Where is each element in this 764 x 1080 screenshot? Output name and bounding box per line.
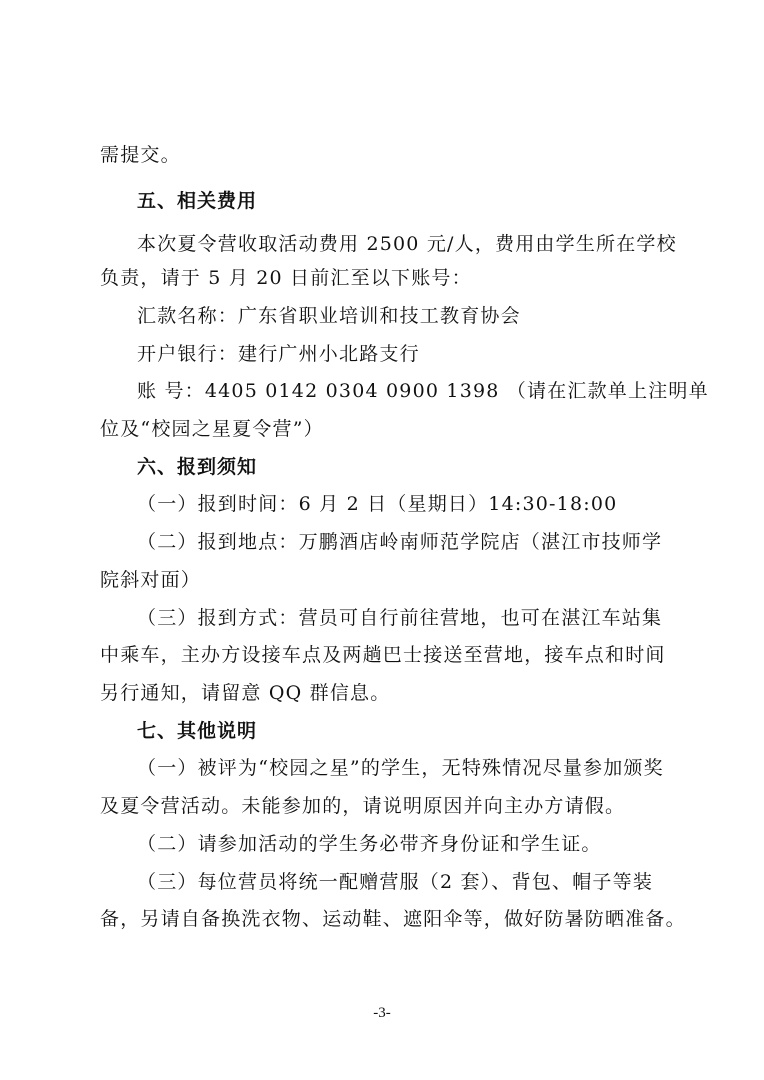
page-number: -3- <box>373 1005 391 1021</box>
section-heading-registration: 六、报到须知 <box>137 456 258 478</box>
text-line: （一）报到时间：6 月 2 日（星期日）14:30-18:00 <box>137 493 618 515</box>
text-line: 本次夏令营收取活动费用 2500 元/人，费用由学生所在学校 <box>137 233 677 255</box>
text-line: 及夏令营活动。未能参加的，请说明原因并向主办方请假。 <box>100 795 626 817</box>
text-line: （一）被评为“校园之星”的学生，无特殊情况尽量参加颁奖 <box>137 757 664 779</box>
text-line: （三）报到方式：营员可自行前往营地，也可在湛江车站集 <box>137 607 663 629</box>
section-heading-fees: 五、相关费用 <box>137 190 258 212</box>
text-line: 账 号：4405 0142 0304 0900 1398 （请在汇款单上注明单 <box>137 380 709 402</box>
section-heading-notes: 七、其他说明 <box>137 720 258 742</box>
text-line: 负责，请于 5 月 20 日前汇至以下账号： <box>100 267 472 289</box>
text-line: 位及“校园之星夏令营”） <box>100 418 324 440</box>
text-line: 另行通知，请留意 QQ 群信息。 <box>100 682 391 704</box>
text-line: 汇款名称：广东省职业培训和技工教育协会 <box>137 305 521 327</box>
text-line: （二）请参加活动的学生务必带齐身份证和学生证。 <box>137 833 602 855</box>
text-line: （二）报到地点：万鹏酒店岭南师范学院店（湛江市技师学 <box>137 531 663 553</box>
text-line: 中乘车，主办方设接车点及两趟巴士接送至营地，接车点和时间 <box>100 644 666 666</box>
text-line: 需提交。 <box>100 144 181 166</box>
text-line: 院斜对面） <box>100 569 202 591</box>
text-line: 备，另请自备换洗衣物、运动鞋、遮阳伞等，做好防暑防晒准备。 <box>100 908 686 930</box>
text-line: （三）每位营员将统一配赠营服（2 套）、背包、帽子等装 <box>137 871 654 893</box>
text-line: 开户银行：建行广州小北路支行 <box>137 343 420 365</box>
